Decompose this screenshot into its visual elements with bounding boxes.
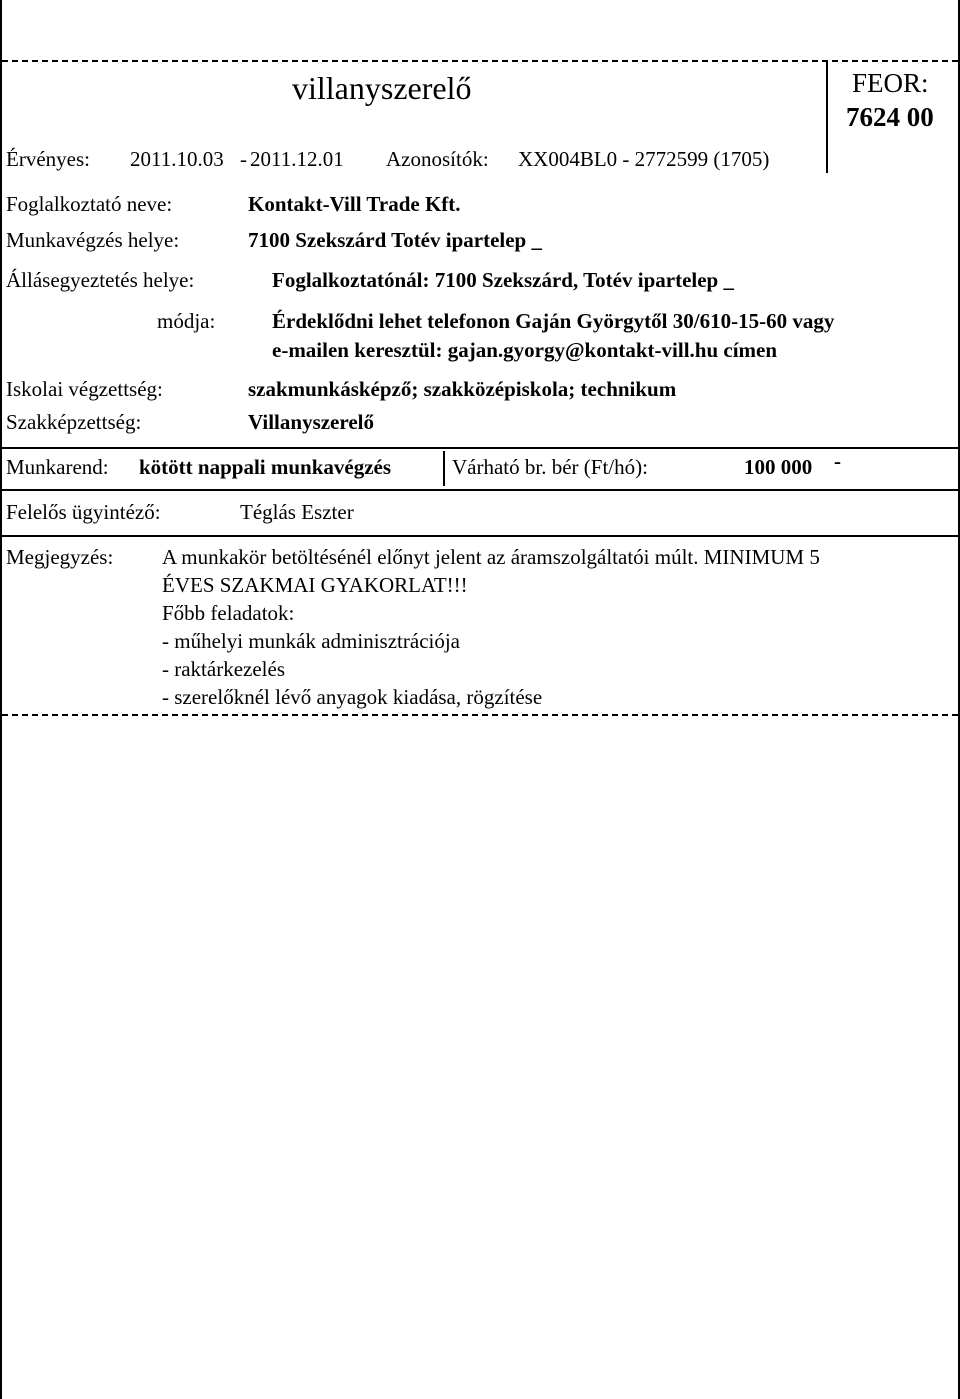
- qualification: Villanyszerelő: [248, 410, 374, 434]
- school-label: Iskolai végzettség:: [6, 377, 163, 401]
- interview-method-line2: e-mailen keresztül: gajan.gyorgy@kontakt-vill.hu címen: [272, 338, 778, 362]
- valid-from: 2011.10.03: [130, 147, 224, 171]
- job-title: villanyszerelő: [292, 70, 472, 106]
- section-divider-2: [0, 489, 960, 491]
- valid-separator: -: [240, 147, 247, 171]
- notes-line: - raktárkezelés: [162, 657, 285, 681]
- schedule-salary-divider: [443, 451, 445, 486]
- schedule: kötött nappali munkavégzés: [139, 455, 392, 479]
- workplace: 7100 Szekszárd Totév ipartelep _: [248, 228, 542, 252]
- id-label: Azonosítók:: [386, 147, 489, 171]
- employer-name: Kontakt-Vill Trade Kft.: [248, 192, 461, 216]
- interview-method-line1: Érdeklődni lehet telefonon Gaján Györgytől 30/610-15-60 vagy: [272, 309, 835, 333]
- valid-to: 2011.12.01: [250, 147, 344, 171]
- schedule-label: Munkarend:: [6, 455, 109, 479]
- contact-label: Felelős ügyintéző:: [6, 500, 161, 524]
- interview-method-label: módja:: [157, 309, 216, 333]
- workplace-label: Munkavégzés helye:: [6, 228, 180, 252]
- section-divider-1: [0, 447, 960, 449]
- section-divider-3: [0, 535, 960, 537]
- feor-code: 7624 00: [846, 102, 934, 132]
- id-value: XX004BL0 - 2772599 (1705): [518, 147, 770, 171]
- qualification-label: Szakképzettség:: [6, 410, 142, 434]
- feor-label: FEOR:: [852, 68, 929, 98]
- notes-line: - szerelőknél lévő anyagok kiadása, rögzítése: [162, 685, 543, 709]
- interview-place: Foglalkoztatónál: 7100 Szekszárd, Totév ipartelep _: [272, 268, 734, 292]
- salary-dash: -: [834, 449, 841, 473]
- left-border: [0, 0, 2, 1399]
- feor-divider: [826, 62, 828, 173]
- interview-place-label: Állásegyeztetés helye:: [6, 268, 195, 292]
- employer-name-label: Foglalkoztató neve:: [6, 192, 173, 216]
- salary-label: Várható br. bér (Ft/hó):: [452, 455, 648, 479]
- contact-name: Téglás Eszter: [240, 500, 354, 524]
- salary: 100 000: [744, 455, 813, 479]
- notes-label: Megjegyzés:: [6, 545, 114, 569]
- notes-line: - műhelyi munkák adminisztrációja: [162, 629, 460, 653]
- notes-line: A munkakör betöltésénél előnyt jelent az áramszolgáltatói múlt. MINIMUM 5: [162, 545, 820, 569]
- school: szakmunkásképző; szakközépiskola; technikum: [248, 377, 677, 401]
- valid-label: Érvényes:: [6, 147, 90, 171]
- top-cut-line: [2, 60, 958, 62]
- notes-line: Főbb feladatok:: [162, 601, 295, 625]
- notes-line: ÉVES SZAKMAI GYAKORLAT!!!: [162, 573, 468, 597]
- bottom-cut-line: [2, 714, 958, 716]
